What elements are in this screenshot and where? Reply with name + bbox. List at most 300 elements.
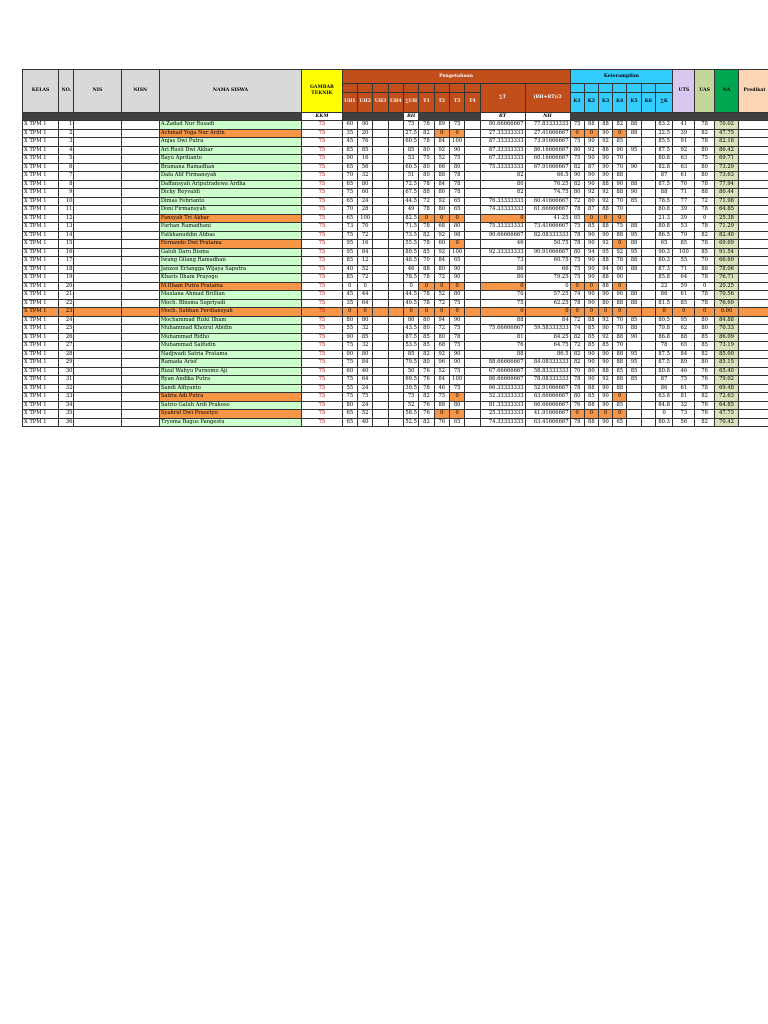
cell-sum-uh: 82.5	[405, 214, 417, 221]
cell-kkm: 75	[302, 155, 343, 164]
cell-k1: 80	[570, 189, 584, 198]
cell-k1: 80	[570, 146, 584, 155]
cell-nisn	[121, 384, 159, 393]
cell-k3: 80	[598, 299, 612, 308]
cell-no: 13	[59, 223, 74, 232]
cell-k2: 87	[584, 163, 598, 172]
cell-nis	[74, 291, 121, 300]
cell-k1: 80	[570, 393, 584, 402]
cell-nis	[74, 401, 121, 410]
cell-uh1: 45	[342, 291, 357, 300]
cell-uh3	[373, 138, 388, 147]
cell-k5: 88	[627, 180, 641, 189]
cell-uh3	[373, 163, 388, 172]
header-nis: NIS	[74, 70, 121, 113]
cell-nisn	[121, 376, 159, 385]
cell-k1: 74	[570, 325, 584, 334]
cell-sum-k: 87.3	[655, 265, 673, 274]
cell-uh1: 90	[342, 333, 357, 342]
cell-k3: 0	[598, 410, 612, 419]
cell-kkm: 75	[302, 418, 343, 427]
cell-uh1: 55	[342, 325, 357, 334]
cell-sum-uh: 79.5	[405, 359, 417, 366]
cell-uh4	[388, 223, 403, 232]
cell-t2: 84	[434, 257, 449, 266]
cell-no: 25	[59, 325, 74, 334]
cell-t2: 66	[434, 163, 449, 172]
cell-k5	[627, 172, 641, 181]
cell-t2: 88	[434, 401, 449, 410]
cell-k6	[641, 163, 655, 172]
cell-t4	[465, 367, 480, 376]
cell-t2: 72	[434, 325, 449, 334]
cell-nh: 84	[525, 316, 570, 325]
cell-nis	[74, 410, 121, 419]
cell-nisn	[121, 121, 159, 130]
cell-uas: 78	[695, 223, 715, 232]
cell-kkm: 75	[302, 138, 343, 147]
cell-t3: 90	[449, 274, 464, 283]
cell-nh: 76.25	[525, 180, 570, 189]
cell-nis	[74, 282, 121, 291]
table-row	[23, 274, 768, 283]
cell-nama: M.Ilham Putra Pratama	[159, 282, 301, 291]
cell-predikat	[739, 325, 768, 334]
cell-k4: 85	[613, 401, 627, 410]
cell-t4	[465, 342, 480, 351]
cell-k2: 85	[584, 333, 598, 342]
cell-k6	[641, 180, 655, 189]
cell-uh4	[388, 146, 403, 155]
cell-nama: Moch. Subhan Ferdiansyah	[159, 308, 301, 317]
cell-kelas: X TPM 1	[23, 257, 59, 266]
cell-k3: 90	[598, 163, 612, 172]
cell-uh1: 60	[342, 367, 357, 376]
cell-uts: 92	[673, 146, 695, 155]
cell-nh: 84.08333333	[525, 359, 570, 368]
cell-nh: 73.41666667	[525, 223, 570, 232]
cell-sum-k: 87	[655, 172, 673, 181]
cell-t3: 65	[449, 418, 464, 427]
cell-t3: 90	[449, 350, 464, 359]
cell-k5	[627, 155, 641, 164]
cell-k4: 0	[613, 240, 627, 249]
cell-nh: 27.41666667	[525, 129, 570, 138]
cell-t4	[465, 248, 480, 257]
cell-rt: 80	[480, 274, 525, 283]
cell-t1: 76	[419, 401, 434, 410]
cell-sum-k: 21.3	[655, 214, 673, 223]
cell-t1: 78	[419, 121, 434, 130]
cell-sum-uh: 75	[403, 393, 418, 402]
cell-sum-k: 80.8	[655, 206, 673, 215]
cell-uts: 46	[673, 367, 695, 376]
cell-nisn	[121, 146, 159, 155]
cell-uh3	[373, 240, 388, 249]
cell-t1: 78	[419, 384, 434, 393]
cell-kelas: X TPM 1	[23, 410, 59, 419]
cell-k3: 88	[598, 146, 612, 155]
cell-na: 64.85	[714, 401, 738, 410]
cell-nh: 66.66666667	[525, 401, 570, 410]
cell-uh3	[373, 299, 388, 308]
cell-k5: 95	[627, 146, 641, 155]
cell-t1: 78	[419, 240, 434, 249]
cell-k3: 0	[598, 308, 612, 317]
cell-k6	[641, 282, 655, 291]
cell-kelas: X TPM 1	[23, 316, 59, 325]
cell-k2: 90	[584, 180, 598, 189]
cell-uh3	[373, 274, 388, 283]
cell-k4: 70	[613, 197, 627, 206]
cell-nama: Satria Adi Putra	[159, 393, 301, 402]
cell-t2: 46	[434, 384, 449, 393]
cell-kelas: X TPM 1	[23, 180, 59, 189]
cell-uts: 59	[673, 282, 695, 291]
cell-k1: 82	[570, 163, 584, 172]
cell-uh4	[388, 138, 403, 147]
cell-k5	[627, 274, 641, 283]
cell-nisn	[121, 240, 159, 249]
cell-rt: 80.66666667	[480, 121, 525, 130]
cell-uh4	[388, 172, 403, 181]
cell-nis	[74, 257, 121, 266]
table-row	[23, 172, 768, 181]
cell-uh3	[373, 333, 388, 342]
cell-t4	[465, 274, 480, 283]
cell-na: 84.88	[714, 316, 738, 325]
cell-sum-uh: 69.5	[405, 376, 417, 383]
cell-uh1: 85	[342, 257, 357, 266]
cell-k6	[641, 418, 655, 427]
cell-uh3	[373, 384, 388, 393]
cell-kkm: 75	[302, 214, 343, 223]
cell-uh1: 75	[342, 231, 357, 240]
cell-t3: 90	[449, 146, 464, 155]
header-uh3: UH3	[373, 92, 388, 112]
cell-sum-uh: 49	[403, 206, 418, 215]
cell-sum-k: 22	[655, 282, 673, 291]
cell-nis	[74, 163, 121, 172]
cell-kelas: X TPM 1	[23, 138, 59, 147]
cell-k3: 88	[598, 121, 612, 130]
cell-k6	[641, 257, 655, 266]
cell-kkm: 75	[302, 265, 343, 274]
cell-no: 30	[59, 367, 74, 376]
cell-rt: 46	[480, 240, 525, 249]
cell-sum-k: 87.5	[655, 146, 673, 155]
cell-uas: 78	[695, 384, 715, 393]
cell-t1: 85	[419, 342, 434, 351]
cell-t3: 0	[449, 282, 464, 291]
cell-predikat	[739, 393, 768, 402]
cell-kelas: X TPM 1	[23, 299, 59, 308]
cell-k6	[641, 172, 655, 181]
cell-k1: 0	[570, 129, 584, 138]
table-row	[23, 282, 768, 291]
cell-k2: 0	[584, 129, 598, 138]
cell-uts: 39	[673, 129, 695, 138]
header-k1: K1	[570, 92, 584, 112]
cell-rt: 86	[480, 265, 525, 274]
cell-rt: 75.66666667	[480, 325, 525, 334]
cell-uh2: 70	[358, 223, 373, 232]
cell-t4	[465, 206, 480, 215]
cell-uts: 63	[673, 163, 695, 172]
cell-kkm: 75	[302, 129, 343, 138]
cell-nama: Bramana Ramadhan	[159, 163, 301, 172]
cell-k2: 90	[584, 274, 598, 283]
cell-uh4	[388, 308, 403, 317]
cell-nh: 79.25	[525, 274, 570, 283]
cell-predikat	[739, 146, 768, 155]
cell-k6	[641, 367, 655, 376]
cell-uas: 78	[695, 291, 715, 300]
cell-k4: 70	[613, 325, 627, 334]
cell-uh3	[373, 214, 388, 223]
cell-k6	[641, 155, 655, 164]
cell-na: 71.98	[714, 197, 738, 206]
cell-no: 31	[59, 376, 74, 385]
cell-predikat	[739, 265, 768, 274]
table-row	[23, 291, 768, 300]
cell-nis	[74, 299, 121, 308]
cell-k1: 85	[570, 214, 584, 223]
cell-t1: 76	[419, 410, 434, 419]
cell-uh2: 40	[358, 418, 373, 427]
cell-rt: 87.33333333	[480, 138, 525, 147]
cell-sum-k: 0	[655, 308, 673, 317]
cell-t2: 84	[434, 138, 449, 147]
cell-k6	[641, 350, 655, 359]
cell-k1: 90	[570, 172, 584, 181]
cell-nh: 0	[525, 308, 570, 317]
cell-rt: 0	[480, 214, 525, 223]
cell-kkm: 75	[302, 248, 343, 257]
cell-predikat	[739, 376, 768, 385]
cell-t1: 88	[419, 265, 434, 274]
table-row	[23, 231, 768, 240]
cell-k6	[641, 189, 655, 198]
cell-kelas: X TPM 1	[23, 342, 59, 351]
cell-kelas: X TPM 1	[23, 350, 59, 359]
cell-k5: 88	[627, 299, 641, 308]
cell-uh1: 65	[342, 163, 357, 172]
cell-no: 4	[59, 146, 74, 155]
cell-uts: 79	[673, 231, 695, 240]
cell-k4: 88	[613, 384, 627, 393]
cell-t3: 78	[449, 189, 464, 198]
cell-sum-uh: 43.5	[405, 325, 417, 332]
cell-kelas: X TPM 1	[23, 359, 59, 368]
cell-k2: 90	[584, 376, 598, 385]
cell-sum-k: 80.3	[655, 418, 673, 427]
cell-k3: 90	[598, 350, 612, 359]
cell-kkm: 75	[302, 146, 343, 155]
cell-k1: 82	[570, 180, 584, 189]
cell-nh: 41.25	[525, 214, 570, 223]
table-row	[23, 121, 768, 130]
cell-nisn	[121, 418, 159, 427]
cell-nama: Daffansyah Ariputradewa Ardha	[159, 180, 301, 189]
cell-k2: 0	[584, 214, 598, 223]
cell-nh: 60.41666667	[525, 197, 570, 206]
cell-k4: 0	[613, 282, 627, 291]
cell-kelas: X TPM 1	[23, 418, 59, 427]
cell-uh3	[373, 393, 388, 402]
cell-rt: 82	[480, 189, 525, 198]
cell-sum-k: 86.8	[655, 333, 673, 342]
cell-k1: 0	[570, 410, 584, 419]
cell-rt: 76	[480, 342, 525, 351]
cell-t3: 0	[449, 393, 464, 402]
cell-nama: Dicky Reyvaldi	[159, 189, 301, 198]
cell-kelas: X TPM 1	[23, 163, 59, 172]
cell-k4: 88	[613, 231, 627, 240]
header-kelas: KELAS	[23, 70, 59, 113]
cell-uh2: 0	[358, 308, 373, 317]
cell-uh4	[388, 350, 403, 359]
cell-na: 73.29	[714, 163, 738, 172]
cell-nisn	[121, 274, 159, 283]
cell-t4	[465, 410, 480, 419]
cell-uh3	[373, 206, 388, 215]
cell-sum-uh: 71.5	[405, 223, 417, 230]
cell-nisn	[121, 299, 159, 308]
cell-uts: 88	[673, 333, 695, 342]
cell-sum-uh: 0	[403, 282, 418, 291]
cell-na: 65.40	[714, 367, 738, 376]
cell-k6	[641, 342, 655, 351]
cell-uh1: 60	[342, 121, 357, 130]
cell-k3: 90	[598, 231, 612, 240]
cell-k3: 90	[598, 401, 612, 410]
cell-predikat	[739, 138, 768, 147]
cell-uh4	[388, 240, 403, 249]
cell-uts: 84	[673, 350, 695, 359]
cell-t3: 100	[449, 376, 464, 385]
cell-uts: 81	[673, 393, 695, 402]
cell-k4: 65	[613, 418, 627, 427]
cell-na: 25.38	[714, 214, 738, 223]
cell-k4: 70	[613, 342, 627, 351]
header-keterampilan: Keterampilan	[570, 70, 673, 84]
table-row	[23, 248, 768, 257]
cell-sum-k: 87	[655, 376, 673, 385]
cell-nh: 74.75	[525, 189, 570, 198]
cell-k5	[627, 410, 641, 419]
cell-sum-k: 85.5	[655, 138, 673, 147]
cell-uas: 82	[695, 393, 715, 402]
cell-k3: 88	[598, 223, 612, 232]
cell-uh2: 20	[358, 129, 373, 138]
cell-rt: 80	[480, 180, 525, 189]
cell-uh2: 56	[358, 163, 373, 172]
cell-kelas: X TPM 1	[23, 214, 59, 223]
cell-uh4	[388, 231, 403, 240]
cell-uts: 63	[673, 155, 695, 164]
cell-t1: 78	[419, 299, 434, 308]
cell-uh2: 28	[358, 206, 373, 215]
cell-t2: 84	[434, 180, 449, 189]
cell-predikat	[739, 248, 768, 257]
cell-uh1: 75	[342, 359, 357, 368]
cell-kkm: 75	[302, 325, 343, 334]
cell-no: 23	[59, 308, 74, 317]
cell-uh2: 84	[358, 359, 373, 368]
cell-t1: 78	[419, 206, 434, 215]
cell-predikat	[739, 350, 768, 359]
cell-na: 82.18	[714, 138, 738, 147]
cell-t3: 75	[449, 299, 464, 308]
cell-nis	[74, 206, 121, 215]
cell-k2: 90	[584, 172, 598, 181]
cell-uas: 82	[695, 350, 715, 359]
cell-uh3	[373, 376, 388, 385]
cell-t1: 80	[419, 146, 434, 155]
cell-k1: 82	[570, 359, 584, 368]
cell-nh: 63.66666667	[525, 393, 570, 402]
table-row	[23, 401, 768, 410]
cell-uas: 70	[695, 257, 715, 266]
cell-uts: 71	[673, 189, 695, 198]
cell-sum-uh: 27.5	[405, 129, 417, 136]
cell-uas: 78	[695, 240, 715, 249]
cell-no: 3	[59, 138, 74, 147]
cell-uh3	[373, 350, 388, 359]
cell-t1: 0	[419, 308, 434, 317]
cell-uh2: 72	[358, 231, 373, 240]
cell-nisn	[121, 410, 159, 419]
cell-k4: 78	[613, 257, 627, 266]
cell-uh1: 80	[342, 401, 357, 410]
cell-k4: 88	[613, 350, 627, 359]
cell-kkm: 75	[302, 376, 343, 385]
cell-uh3	[373, 308, 388, 317]
header-no: NO.	[59, 70, 74, 113]
cell-k5	[627, 214, 641, 223]
cell-t1: 75	[419, 155, 434, 164]
cell-predikat	[739, 316, 768, 325]
cell-t1: 78	[419, 274, 434, 283]
cell-t1: 72	[419, 197, 434, 206]
cell-predikat	[739, 189, 768, 198]
cell-sum-uh: 80	[403, 316, 418, 325]
cell-predikat	[739, 197, 768, 206]
cell-rt: 81.33333333	[480, 401, 525, 410]
cell-t3: 78	[449, 180, 464, 189]
cell-uh3	[373, 367, 388, 376]
cell-no: 33	[59, 393, 74, 402]
cell-k3: 94	[598, 265, 612, 274]
cell-kkm: 75	[302, 410, 343, 419]
cell-k1: 75	[570, 265, 584, 274]
cell-uh1: 65	[342, 410, 357, 419]
cell-kkm: 75	[302, 401, 343, 410]
cell-t2: 80	[434, 189, 449, 198]
cell-t3: 90	[449, 316, 464, 325]
cell-k2: 87	[584, 206, 598, 215]
cell-nama: Mochammad Rizki Ilham	[159, 316, 301, 325]
cell-predikat	[739, 282, 768, 291]
cell-k3: 92	[598, 138, 612, 147]
cell-nh: 82.08333333	[525, 231, 570, 240]
header-nh: NH	[525, 112, 570, 121]
cell-uas: 80	[695, 359, 715, 368]
cell-uh4	[388, 189, 403, 198]
cell-nis	[74, 333, 121, 342]
cell-k3: 95	[598, 248, 612, 257]
